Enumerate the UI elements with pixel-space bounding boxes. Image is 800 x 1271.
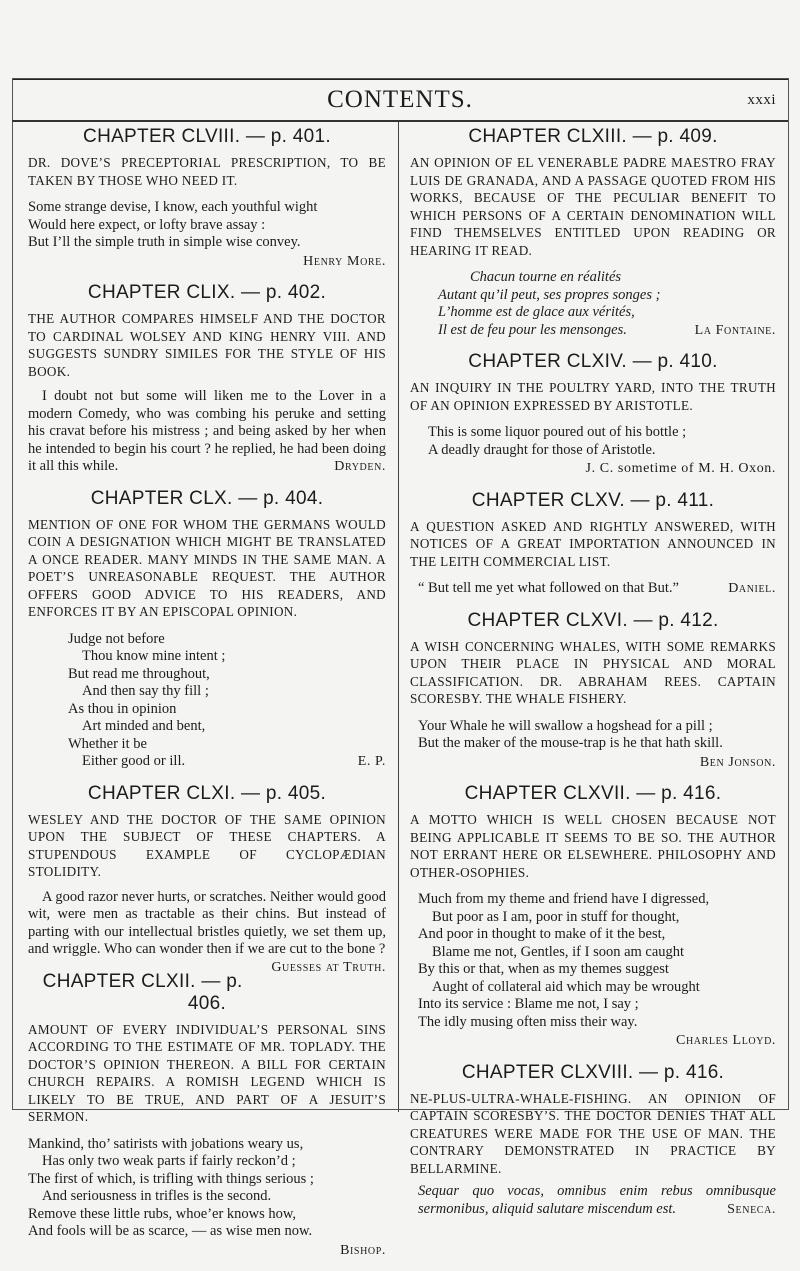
verse-line: And poor in thought to make of it the best,: [418, 926, 666, 942]
verse-line: Mankind, tho’ satirists with jobations weary us,: [28, 1135, 304, 1152]
epigraph: [28, 888, 386, 975]
verse-line: But poor as I am, poor in stuff for thought,: [432, 908, 680, 925]
attribution: J. C. sometime of M. H. Oxon.: [585, 461, 776, 476]
chapter-summary: A WISH CONCERNING WHALES, WITH SOME REMARKS UPON THEIR PLACE IN PHYSICAL AND MORAL CLASSIFICATION. DR. ABRAHAM REES. CAPTAIN SCORESBY. THE WHALE FISHERY.: [410, 638, 776, 706]
chapter-clix: [28, 282, 386, 476]
verse-line: Your Whale he will swallow a hogshead for a pill ;: [418, 717, 713, 734]
attribution: Henry More.: [303, 253, 386, 269]
right-column: [410, 122, 776, 1230]
chapter-heading: CHAPTER CLIX. — p. 402.: [87, 282, 327, 303]
attribution: La Fontaine.: [694, 322, 776, 338]
verse-line: L’homme est de glace aux vérités,: [438, 304, 635, 320]
chapter-summary: AN OPINION OF EL VENERABLE PADRE MAESTRO FRAY LUIS DE GRANADA, AND A PASSAGE QUOTED FROM HIS WORKS, BECAUSE OF THE PECULIAR BENEFIT TO WHICH PERSONS OF A CERTAIN DENOMINATION WILL FIND THEMSELVES ENTITLED UPON READING OR HEARING IT READ.: [410, 155, 776, 258]
attribution: Daniel.: [728, 581, 776, 596]
epigraph-text: I doubt not but some will liken me to the Lover in a modern Comedy, who was combing his peruke and setting his cravat before his mistress ; and being asked by her when he intended to begin his court ? he replied, he had been doing it all this while.: [28, 388, 386, 474]
verse-line: [418, 580, 776, 598]
attribution: Bishop.: [340, 1242, 386, 1258]
attribution: Seneca.: [727, 1201, 776, 1217]
verse-line: Blame me not, Gentles, if I soon am caught: [432, 943, 685, 960]
verse-line: And fools will be as scarce, — as wise men now.: [28, 1223, 313, 1239]
chapter-clxiii: [410, 126, 776, 339]
chapter-clxviii: [410, 1062, 776, 1219]
verse-line: Aught of collateral aid which may be wrought: [432, 978, 700, 995]
chapter-clxi: [28, 782, 386, 975]
epigraph: [410, 718, 776, 772]
verse-line: Some strange devise, I know, each youthful wight: [28, 199, 318, 215]
page-number: xxxi: [747, 92, 776, 108]
verse-line: Judge not before: [68, 630, 165, 647]
verse-line: [68, 753, 386, 771]
verse-line: Chacun tourne en réalités: [470, 269, 622, 285]
epigraph: [28, 1136, 386, 1260]
chapter-heading: CHAPTER CLXII. — p. 406.: [42, 970, 243, 1014]
chapter-summary: WESLEY AND THE DOCTOR OF THE SAME OPINION UPON THE SUBJECT OF THESE CHAPTERS. A STUPENDOUS EXAMPLE OF CYCLOPÆDIAN STOLIDITY.: [28, 811, 386, 879]
verse-line: Into its service : Blame me not, I say ;: [418, 996, 639, 1012]
verse-line: But I’ll the simple truth in simple wise convey.: [28, 234, 301, 250]
chapter-summary: A QUESTION ASKED AND RIGHTLY ANSWERED, WITH NOTICES OF A GREAT IMPORTATION ANNOUNCED IN THE LEITH COMMERCIAL LIST.: [410, 518, 776, 569]
epigraph: [28, 631, 386, 771]
verse-text: Either good or ill.: [82, 753, 186, 769]
verse-line: Remove these little rubs, whoe’er knows how,: [28, 1205, 297, 1222]
verse-line: Thou know mine intent ;: [82, 648, 226, 664]
chapter-heading: CHAPTER CLXVI. — p. 412.: [467, 609, 719, 631]
attribution: Dryden.: [334, 459, 386, 474]
chapter-summary: NE-PLUS-ULTRA-WHALE-FISHING. AN OPINION OF CAPTAIN SCORESBY’S. THE DOCTOR DENIES THAT ALL CREATURES WERE MADE FOR THE USE OF MAN. THE CONTRARY DEMONSTRATED IN PRACTICE BY BELLARMINE.: [410, 1090, 776, 1176]
attribution: Ben Jonson.: [699, 754, 776, 770]
epigraph-text: Sequar quo vocas, omnibus enim rebus omnibusque sermonibus, aliquid salutare miscendum est.: [418, 1183, 776, 1217]
left-column: [28, 122, 386, 1271]
verse-line: Would here expect, or lofty brave assay :: [28, 216, 266, 233]
chapter-clxvi: [410, 610, 776, 772]
verse-line: By this or that, when as my themes suggest: [418, 961, 669, 977]
verse-line: Has only two weak parts if fairly reckon’d ;: [42, 1153, 296, 1169]
chapter-summary: DR. DOVE’S PRECEPTORIAL PRESCRIPTION, TO BE TAKEN BY THOSE WHO NEED IT.: [28, 155, 386, 188]
attribution: Guesses at Truth.: [271, 959, 386, 975]
chapter-heading: CHAPTER CLX. — p. 404.: [90, 487, 324, 509]
verse-line: This is some liquor poured out of his bottle ;: [428, 424, 687, 440]
verse-line: But the maker of the mouse-trap is he that hath skill.: [418, 735, 723, 751]
chapter-clxv: [410, 490, 776, 598]
chapter-heading: CHAPTER CLXVIII. — p. 416.: [461, 1061, 725, 1083]
verse-line: A deadly draught for those of Aristotle.: [428, 441, 656, 458]
verse-line: [410, 322, 776, 340]
attribution: E. P.: [357, 754, 386, 769]
chapter-summary: A MOTTO WHICH IS WELL CHOSEN BECAUSE NOT BEING APPLICABLE IT SEEMS TO BE SO. THE AUTHOR NOT ERRANT HERE OR ELSEWHERE. PHILOSOPHY AND OTHER-OSOPHIES.: [410, 812, 776, 880]
chapter-summary: MENTION OF ONE FOR WHOM THE GERMANS WOULD COIN A DESIGNATION WHICH MIGHT BE TRANSLATED A ONCE READER. MANY MINDS IN THE SAME MAN. A POET’S UNREASONABLE REQUEST. THE AUTHOR OFFERS GOOD ADVICE TO HIS READERS, AND ENFORCES IT BY AN EPISCOPAL OPINION.: [28, 516, 386, 619]
verse-line: Autant qu’il peut, ses propres songes ;: [438, 286, 661, 303]
chapter-heading: CHAPTER CLXV. — p. 411.: [471, 489, 715, 511]
chapter-summary: AMOUNT OF EVERY INDIVIDUAL’S PERSONAL SINS ACCORDING TO THE ESTIMATE OF MR. TOPLADY. THE DOCTOR’S OPINION THEREON. A BILL FOR CERTAIN CHURCH REPAIRS. A ROMISH LEGEND WHICH IS LIKELY TO BE TRUE, AND PART OF A JESUIT’S SERMON.: [28, 1021, 386, 1124]
verse-line: Much from my theme and friend have I digressed,: [418, 891, 710, 907]
verse-line: But read me throughout,: [68, 665, 210, 682]
chapter-clxiv: [410, 351, 776, 478]
page-header: [12, 82, 788, 122]
verse-line: As thou in opinion: [68, 700, 177, 717]
epigraph: [28, 199, 386, 270]
epigraph: [410, 891, 776, 1050]
page-title: CONTENTS.: [327, 86, 473, 113]
epigraph: [28, 388, 386, 476]
attribution: Charles Lloyd.: [676, 1033, 776, 1048]
verse-line: Whether it be: [68, 735, 147, 752]
column-divider: [398, 122, 399, 1112]
chapter-heading: CHAPTER CLXIII. — p. 409.: [468, 126, 718, 147]
verse-line: Art minded and bent,: [82, 718, 206, 734]
chapter-summary: THE AUTHOR COMPARES HIMSELF AND THE DOCTOR TO CARDINAL WOLSEY AND KING HENRY VIII. AND SUGGESTS SUNDRY SIMILES FOR THE STYLE OF HIS BOOK.: [28, 311, 386, 379]
chapter-heading: CHAPTER CLVIII. — p. 401.: [83, 126, 331, 147]
chapter-summary: AN INQUIRY IN THE POULTRY YARD, INTO THE TRUTH OF AN OPINION EXPRESSED BY ARISTOTLE.: [410, 380, 776, 413]
epigraph: [410, 1183, 776, 1218]
chapter-clx: [28, 488, 386, 771]
verse-line: And seriousness in trifles is the second.: [42, 1188, 272, 1204]
epigraph: [410, 580, 776, 598]
epigraph: [410, 424, 776, 478]
chapter-clxvii: [410, 783, 776, 1050]
verse-line: And then say thy fill ;: [82, 683, 209, 699]
verse-line: The idly musing often miss their way.: [418, 1013, 638, 1030]
chapter-clviii: [28, 126, 386, 270]
chapter-clxii: [28, 971, 386, 1260]
verse-text: “ But tell me yet what followed on that But.”: [418, 580, 679, 596]
chapter-heading: CHAPTER CLXI. — p. 405.: [87, 782, 327, 804]
verse-line: The first of which, is trifling with things serious ;: [28, 1170, 314, 1187]
epigraph: [410, 269, 776, 339]
verse-text: Il est de feu pour les mensonges.: [438, 321, 627, 338]
epigraph-text: A good razor never hurts, or scratches. Neither would good wit, were men as tractable as their chins. But instead of parting with our intellectual bristles quietly, we set them up, and wriggle. Who can wonder then if we are cut to the bone ?: [28, 888, 386, 957]
chapter-heading: CHAPTER CLXIV. — p. 410.: [468, 351, 718, 372]
chapter-heading: CHAPTER CLXVII. — p. 416.: [464, 783, 722, 804]
